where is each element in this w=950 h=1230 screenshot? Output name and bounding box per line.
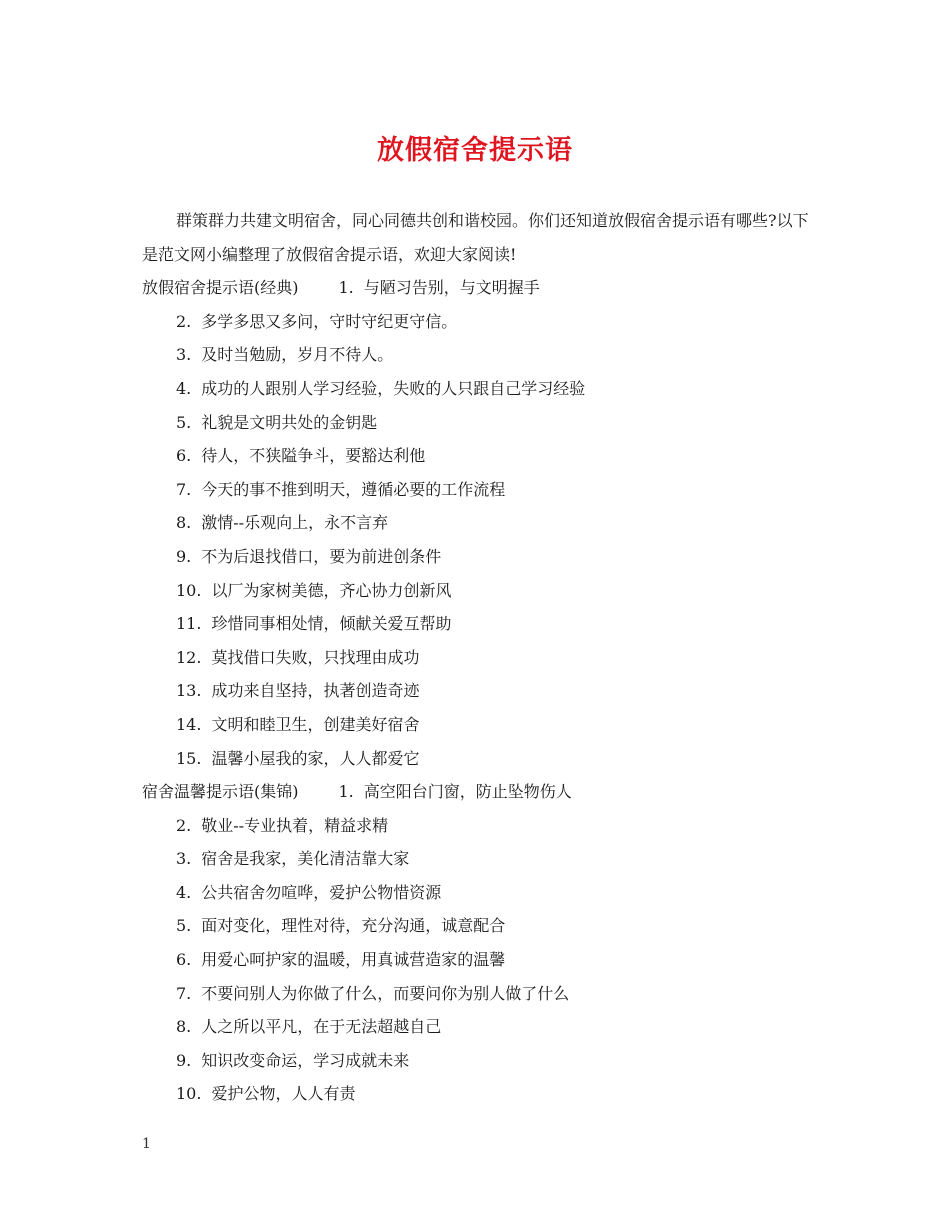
item-text: 多学多思又多问，守时守纪更守信。	[201, 311, 458, 331]
item-number: 11.	[176, 614, 202, 634]
document-title: 放假宿舍提示语	[377, 135, 573, 166]
item-number: 2.	[176, 311, 192, 331]
item-text: 公共宿舍勿喧哗，爱护公物惜资源	[201, 882, 442, 902]
section-1-heading-line	[142, 271, 822, 305]
item-text: 高空阳台门窗，防止坠物伤人	[363, 782, 572, 802]
item-text: 今天的事不推到明天，遵循必要的工作流程	[201, 479, 506, 499]
item-number: 7.	[176, 983, 192, 1003]
item-text: 宿舍是我家，美化清洁靠大家	[201, 849, 410, 869]
list-item	[142, 305, 822, 339]
list-item	[142, 338, 822, 372]
list-item	[142, 1044, 822, 1078]
item-number: 7.	[176, 479, 192, 499]
item-number: 1.	[338, 782, 354, 802]
section-2-heading-line	[142, 775, 822, 809]
item-number: 6.	[176, 950, 192, 970]
item-number: 10.	[176, 1084, 202, 1104]
list-item	[142, 674, 822, 708]
list-item	[142, 742, 822, 776]
item-text: 知识改变命运，学习成就未来	[201, 1050, 410, 1070]
list-item	[142, 876, 822, 910]
item-text: 珍惜同事相处情，倾献关爱互帮助	[211, 614, 452, 634]
item-number: 3.	[176, 849, 192, 869]
item-text: 及时当勉励，岁月不待人。	[201, 345, 394, 365]
item-text: 面对变化，理性对待，充分沟通，诚意配合	[201, 916, 506, 936]
item-text: 激情--乐观向上，永不言弃	[201, 513, 389, 533]
item-number: 6.	[176, 446, 192, 466]
list-item	[142, 439, 822, 473]
item-number: 5.	[176, 412, 192, 432]
list-item	[142, 809, 822, 843]
item-number: 3.	[176, 345, 192, 365]
list-item	[142, 842, 822, 876]
list-item	[142, 473, 822, 507]
item-text: 人之所以平凡，在于无法超越自己	[201, 1017, 442, 1037]
section-heading: 放假宿舍提示语(经典)	[142, 278, 299, 298]
item-text: 不为后退找借口，要为前进创条件	[201, 546, 442, 566]
list-item	[142, 708, 822, 742]
list-item	[142, 641, 822, 675]
item-number: 9.	[176, 1050, 192, 1070]
item-number: 4.	[176, 882, 192, 902]
item-text: 爱护公物，人人有责	[211, 1084, 356, 1104]
list-item	[142, 574, 822, 608]
list-item	[142, 909, 822, 943]
item-number: 5.	[176, 916, 192, 936]
item-number: 12.	[176, 647, 202, 667]
list-item	[142, 506, 822, 540]
item-number: 8.	[176, 513, 192, 533]
item-text: 以厂为家树美德，齐心协力创新风	[211, 580, 452, 600]
item-text: 不要问别人为你做了什么，而要问你为别人做了什么	[201, 983, 570, 1003]
item-text: 待人，不狭隘争斗，要豁达利他	[201, 446, 426, 466]
item-text: 成功的人跟别人学习经验，失败的人只跟自己学习经验	[201, 378, 586, 398]
item-text: 莫找借口失败，只找理由成功	[211, 647, 420, 667]
item-number: 1.	[338, 278, 354, 298]
item-number: 15.	[176, 748, 202, 768]
item-number: 13.	[176, 681, 202, 701]
item-number: 2.	[176, 815, 192, 835]
intro-paragraph: 群策群力共建文明宿舍，同心同德共创和谐校园。你们还知道放假宿舍提示语有哪些?以下是范文网小编整理了放假宿舍提示语，欢迎大家阅读!	[142, 211, 809, 264]
item-number: 9.	[176, 546, 192, 566]
list-item	[142, 1077, 822, 1111]
list-item	[142, 607, 822, 641]
item-number: 4.	[176, 378, 192, 398]
list-item	[142, 540, 822, 574]
list-item	[142, 943, 822, 977]
item-number: 10.	[176, 580, 202, 600]
item-text: 用爱心呵护家的温暖，用真诚营造家的温馨	[201, 950, 506, 970]
list-item	[142, 1010, 822, 1044]
item-number: 14.	[176, 714, 202, 734]
list-item	[142, 372, 822, 406]
item-text: 礼貌是文明共处的金钥匙	[201, 412, 378, 432]
section-heading: 宿舍温馨提示语(集锦)	[142, 782, 299, 802]
item-number: 8.	[176, 1017, 192, 1037]
list-item	[142, 977, 822, 1011]
item-text: 与陋习告别，与文明握手	[363, 278, 540, 298]
list-item	[142, 406, 822, 440]
item-text: 敬业--专业执着，精益求精	[201, 815, 389, 835]
document-body	[142, 204, 822, 1111]
item-text: 文明和睦卫生，创建美好宿舍	[211, 714, 420, 734]
item-text: 成功来自坚持，执著创造奇迹	[211, 681, 420, 701]
item-text: 温馨小屋我的家，人人都爱它	[211, 748, 420, 768]
page-number: 1	[142, 1136, 151, 1152]
